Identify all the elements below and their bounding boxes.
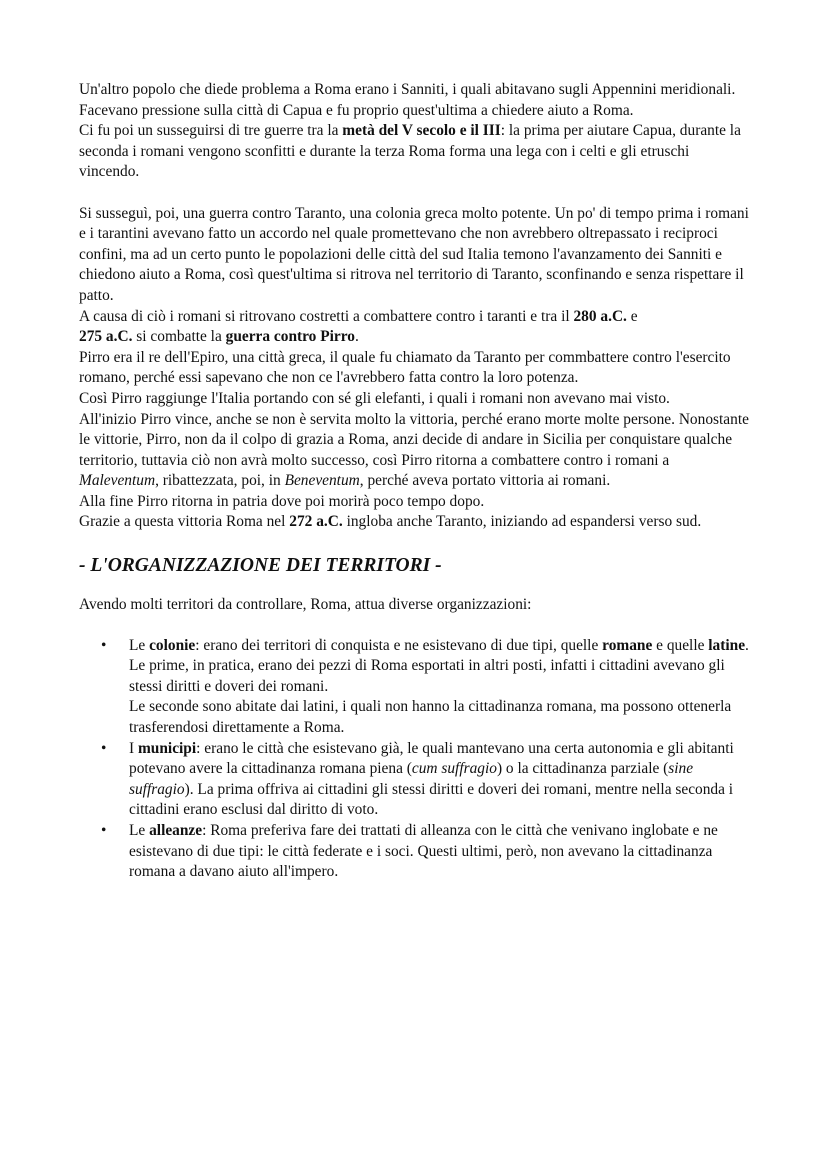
bold-date: 275 a.C. [79,328,133,346]
paragraph-re-epiro [79,348,751,389]
bullet-icon: • [101,822,107,839]
bold-text: guerra contro Pirro [225,328,355,346]
bullet-icon: • [101,636,107,654]
text: e quelle [652,636,709,654]
text: Le [129,636,150,654]
paragraph-vittorie [79,410,751,492]
italic-text: Beneventum [284,472,360,490]
intro-paragraph: Avendo molti territori da controllare, Roma, attua diverse organizzazioni: [79,596,532,614]
text: : erano le città che esistevano già, le quali mantevano una certa autonomia e gli abitanti potevano avere la cittadinanza romana piena ( [129,739,734,778]
text: Le [129,822,150,839]
bold-text: colonie [149,636,196,654]
text: Ci fu poi un susseguirsi di tre guerre tra la [79,122,343,140]
text: Le seconde sono abitate dai latini, i quali non hanno la cittadinanza romana, ma possono ottenerla trasferendosi direttamente a Roma. [129,698,732,737]
text: si combatte la [132,328,226,346]
text: Un'altro popolo che diede problema a Roma erano i Sanniti, i quali abitavano sugli Appennini meridionali. Facevano pressione sulla città di Capua e fu proprio quest'ultima a chiedere aiuto a Roma. [79,81,736,119]
text: , perché aveva portato vittoria ai romani. [359,472,611,490]
text: Grazie a questa vittoria Roma nel [79,513,290,531]
list-item-municipi [79,739,751,821]
paragraph-taranto [79,204,751,307]
list-item-colonie [79,636,751,739]
text: A causa di ciò i romani si ritrovano costretti a combattere contro i taranti e tra il [79,307,574,325]
text: : erano dei territori di conquista e ne esistevano di due tipi, quelle [195,636,603,654]
bold-text: latine [708,636,746,654]
paragraph-gap [79,183,751,204]
list-item-alleanze [79,821,751,883]
text: e [626,307,638,325]
paragraph-elefanti [79,389,751,410]
bullet-list [79,636,751,883]
text: ingloba anche Taranto, iniziando ad espandersi verso sud. [342,513,702,531]
bold-date: 272 a.C. [289,513,343,531]
text: Si susseguì, poi, una guerra contro Taranto, una colonia greca molto potente. Un po' di tempo prima i romani e i tarantini avevano fatto un accordo nel quale promettevano che non avrebbero oltrepassato i reciproci confini, ma ad un certo punto le popolazioni delle città del sud Italia temono l'avanzamento dei Sanniti e chiedono aiuto a Roma, così quest'ultima si ritrova nel territorio di Taranto, sconfinando e senza rispettare il patto. [79,204,749,304]
text: . Le prime, in pratica, erano dei pezzi di Roma esportati in altri posti, infatti i cittadini avevano gli stessi diritti e doveri dei romani. [129,636,749,695]
paragraph-ritorno [79,492,751,513]
text: . [354,328,359,346]
text: : la prima per aiutare Capua, durante la seconda i romani vengono sconfitti e durante la terza Roma forma una lega con i celti e gli etruschi vincendo. [79,122,741,181]
section-heading: - L'ORGANIZZAZIONE DEI TERRITORI - [79,555,442,577]
paragraph-espansione [79,512,751,533]
text: ). La prima offriva ai cittadini gli stessi diritti e doveri dei romani, mentre nella seconda i cittadini erano esclusi dal diritto di voto. [129,780,734,819]
text: I [129,739,138,757]
bold-text: romane [602,636,653,654]
italic-text: cum suffragio [411,760,497,778]
paragraph-tre-guerre [79,121,751,183]
text: All'inizio Pirro vince, anche se non è servita molto la vittoria, perché erano morte molte persone. Nonostante le vittorie, Pirro, non da il colpo di grazia a Roma, anzi decide di andare in Sicilia per conquistare qualche territorio, tuttavia ciò non avrà molto successo, così Pirro ritorna a combattere contro i romani a [79,410,749,469]
text: ) o la cittadinanza parziale ( [496,760,669,778]
italic-text: Maleventum [79,472,156,490]
text: , ribattezzata, poi, in [155,472,285,490]
text: Alla fine Pirro ritorna in patria dove poi morirà poco tempo dopo. [79,492,485,510]
bold-text: alleanze [149,822,203,839]
bold-text: municipi [137,739,197,757]
text: : Roma preferiva fare dei trattati di alleanza con le città che venivano inglobate e ne esistevano di due tipi: le città federate e i soci. Questi ultimi, però, non avevano la cittadinanza romana a davano aiuto all'impero. [129,822,718,881]
italic-text: sine suffragio [129,760,694,798]
text: Così Pirro raggiunge l'Italia portando con sé gli elefanti, i quali i romani non avevano mai visto. [79,389,670,407]
bold-text: metà del V secolo e il III [342,122,501,140]
document-page [79,80,751,883]
bold-date: 280 a.C. [573,307,627,325]
paragraph-guerra-pirro [79,307,751,348]
bullet-icon: • [101,739,107,757]
paragraph-sanniti [79,80,751,121]
text: Pirro era il re dell'Epiro, una città greca, il quale fu chiamato da Taranto per commbattere contro l'esercito romano, perché essi sapevano che non ce l'avrebbero fatta contro la loro potenza. [79,348,731,387]
